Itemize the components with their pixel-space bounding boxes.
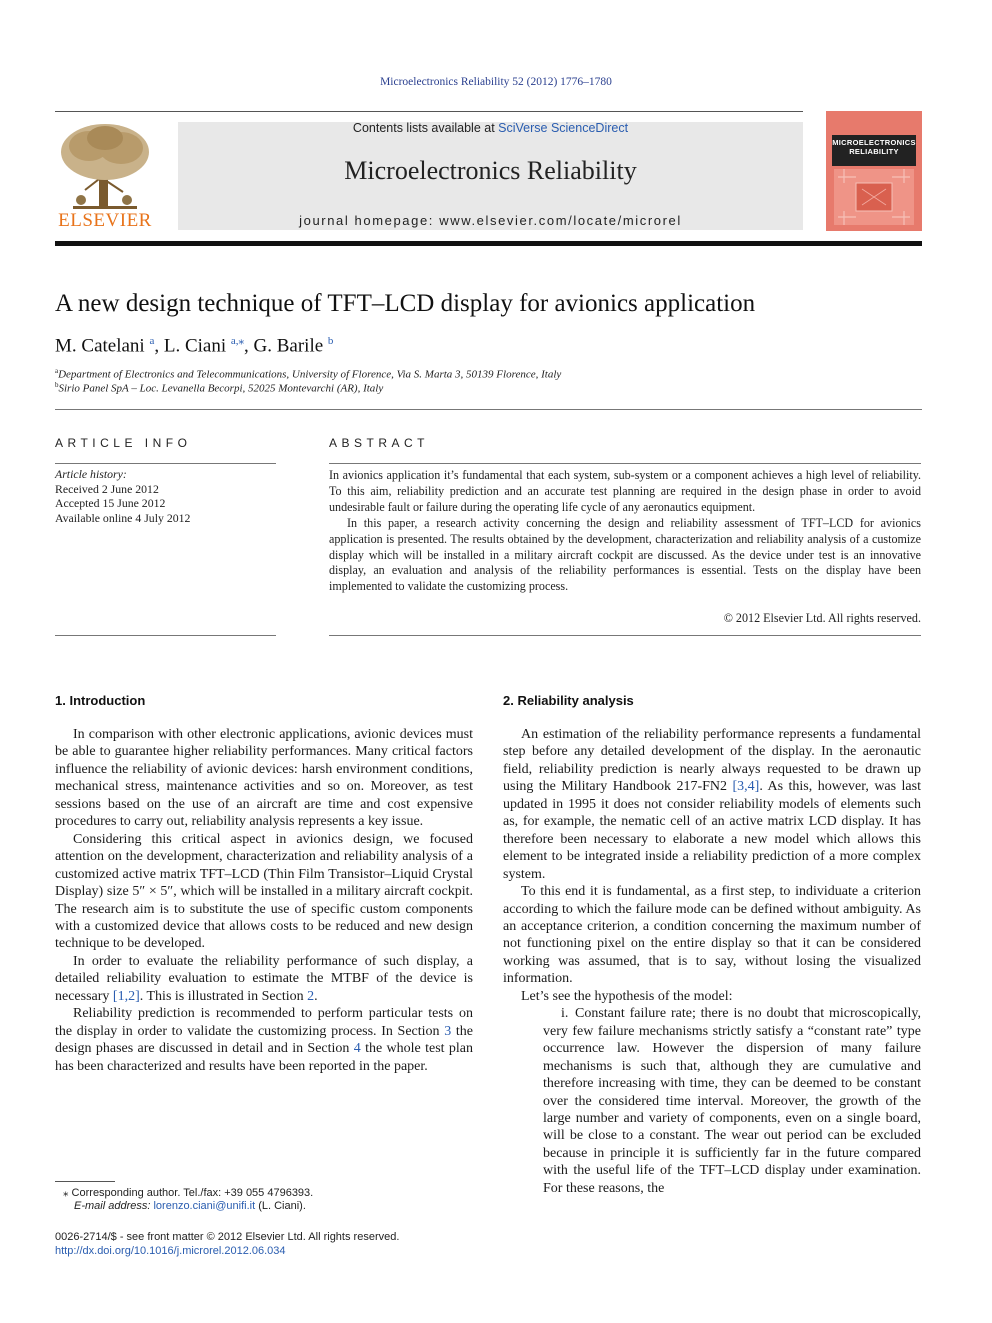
body-paragraph: To this end it is fundamental, as a first step, to individuate a criterion according to which the failure mode can be defined without ambiguity. As an acceptance criterion, a condition concerning the maximum number of not functioning pixel on the entire display so that it can be considered working was assumed, that is to say, without losing the visualized information. <box>503 884 921 987</box>
section-divider <box>55 409 922 410</box>
abstract-copyright: © 2012 Elsevier Ltd. All rights reserved. <box>723 611 921 625</box>
body-paragraph: An estimation of the reliability performance represents a fundamental step before any detailed development of the display. In the aeronautic field, reliability prediction is nearly always requested to be drawn up using the Military Handbook 217-FN2 [3,4]. As this, however, was last updated in 1995 it does not consider reliability models of elements such as, for example, the nematic cell of an active matrix LCD display. It has therefore been necessary to elaborate a new model which allows this element to be integrated inside a reliability prediction of a more complex system. <box>503 727 921 882</box>
abstract-paragraph: In avionics application it’s fundamental that each system, sub-system or a component achieves a high level of reliability. To this aim, reliability prediction and an accurate test planning are required in the design phase in order to avoid undesirable fault or failure during the operating life cycle of any aeronautics equipment. <box>329 468 921 514</box>
affiliation-text: Sirio Panel SpA – Loc. Levanella Becorpi, 52025 Montevarchi (AR), Italy <box>58 382 384 395</box>
list-item-text: Constant failure rate; there is no doubt that microscopically, very few failure mechanisms strictly satisfy a “constant rate” type occurrence law. However the dispersion of many failure mechanisms is such that, although they are cumulative and therefore increasing with time, they can be deemed to be constant over the considered time interval. Moreover, the growth of the large number and variety of components, even on a single board, will be close to a constant. The wear out period can be excluded because in principle it is sufficiently far in the future compared with the useful life of the TFT–LCD display under examination. For these reasons, the <box>543 1006 921 1196</box>
reference-link[interactable]: [3,4] <box>732 779 760 795</box>
author-name[interactable]: G. Barile <box>253 335 324 357</box>
article-info-rule <box>55 463 276 464</box>
section-link[interactable]: 2 <box>307 988 315 1004</box>
received-date: Received 2 June 2012 <box>55 481 159 496</box>
journal-homepage[interactable]: journal homepage: www.elsevier.com/locate/microrel <box>299 213 682 228</box>
journal-citation[interactable]: Microelectronics Reliability 52 (2012) 1776–1780 <box>380 76 612 88</box>
author-affiliation-marker[interactable]: a <box>149 335 155 347</box>
abstract-body <box>329 468 921 595</box>
article-info-label: ARTICLE INFO <box>55 436 192 450</box>
elsevier-logo[interactable] <box>55 120 155 232</box>
abstract-label: ABSTRACT <box>329 436 430 450</box>
body-paragraph: Considering this critical aspect in avionics design, we focused attention on the development, characterization and reliability analysis of a customized active matrix TFT–LCD (Thin Film Transistor–Liquid Crystal Display) size 5″ × 5″, which will be installed in a military aircraft cockpit. The research aim is to substitute the use of specific custom components with a customized device that allows costs to be reduced and new design technique to be developed. <box>55 831 473 952</box>
journal-cover-thumbnail[interactable] <box>826 111 922 231</box>
contents-prefix: Contents lists available at <box>352 121 499 135</box>
footnote-rule <box>55 1181 115 1182</box>
circuit-art-icon <box>834 169 914 225</box>
email-label: E-mail address: <box>74 1200 154 1212</box>
section-heading-reliability-analysis: 2. Reliability analysis <box>503 693 634 708</box>
elsevier-wordmark: ELSEVIER <box>58 210 152 231</box>
affiliation-marker: b <box>55 381 59 389</box>
author-affiliation-marker[interactable]: a,⁎ <box>230 335 245 347</box>
sciencedirect-link[interactable]: SciVerse ScienceDirect <box>498 121 629 135</box>
article-title: A new design technique of TFT–LCD display for avionics application <box>55 290 756 317</box>
abstract-rule <box>329 463 921 464</box>
abstract-paragraph: In this paper, a research activity concerning the design and reliability assessment of TFT–LCD for avionics application is presented. The results obtained by the development, characterization and reliability analysis of a customize display which will be installed in a military aircraft cockpit are discussed. As the device under test is an innovative display, an evaluation and analysis of the reliability performances is essential. Tests on the display have been implemented to validate the customizing process. <box>329 515 921 594</box>
article-info-bottom-rule <box>55 635 276 636</box>
email-note <box>74 1200 494 1212</box>
body-paragraph: In comparison with other electronic applications, avionic devices must be able to guarantee higher reliability performances. Many critical factors influence the reliability of avionic devices: harsh environment conditions, mechanical stress, maintenance activities and so on. Moreover, as test sessions based on the use of an aircraft are time and cost expensive procedures to carry out, reliability analysis represents a key issue. <box>55 727 473 830</box>
body-paragraph: In order to evaluate the reliability performance of such display, a detailed reliability evaluation to estimate the MTBF of the device is necessary [1,2]. This is illustrated in Section 2. <box>55 953 473 1004</box>
article-history <box>55 467 275 525</box>
journal-name: Microelectronics Reliability <box>344 156 637 185</box>
author-list: M. Catelani $^a$, L. Ciani $^{a,⁎}$, G. Barile $^b$ <box>55 335 334 357</box>
affiliation-b <box>55 381 935 395</box>
affiliation-a <box>55 367 935 381</box>
section-heading-introduction: 1. Introduction <box>55 693 146 708</box>
reference-link[interactable]: [1,2] <box>112 988 140 1004</box>
corresponding-author-note: ⁎ Corresponding author. Tel./fax: +39 055 4796393. <box>63 1187 314 1199</box>
list-item <box>503 1005 921 1197</box>
contents-line <box>178 121 803 135</box>
online-date: Available online 4 July 2012 <box>55 510 191 525</box>
author-name[interactable]: M. Catelani <box>55 335 145 357</box>
header-bold-rule <box>55 241 922 246</box>
author-name[interactable]: L. Ciani <box>163 335 227 357</box>
abstract-bottom-rule <box>329 635 921 636</box>
affiliation-text: Department of Electronics and Telecommunications, University of Florence, Via S. Marta 3, 50139 Florence, Italy <box>58 368 562 381</box>
introduction-body <box>55 726 473 1075</box>
email-link[interactable]: lorenzo.ciani@unifi.it <box>153 1200 256 1212</box>
affiliation-marker: a <box>55 367 59 375</box>
body-paragraph: Reliability prediction is recommended to perform particular tests on the display in order to validate the customizing process. In Section 3 the design phases are discussed in detail and in Section 4 the whole test plan has been characterized and results have been reported in the paper. <box>55 1006 473 1074</box>
history-title: Article history: <box>55 467 127 481</box>
section-link[interactable]: 3 <box>444 1023 452 1039</box>
doi-link[interactable]: http://dx.doi.org/10.1016/j.microrel.2012.06.034 <box>55 1245 286 1257</box>
author-affiliation-marker[interactable]: b <box>327 335 334 347</box>
header-rule <box>55 111 803 112</box>
reliability-analysis-body <box>503 726 921 1197</box>
issn-line: 0026-2714/$ - see front matter © 2012 Elsevier Ltd. All rights reserved. <box>55 1231 400 1243</box>
cover-title: MICROELECTRONICS RELIABILITY <box>832 135 916 166</box>
list-marker: i. <box>561 1006 569 1022</box>
email-suffix: (L. Ciani). <box>255 1200 306 1212</box>
body-paragraph: Let’s see the hypothesis of the model: <box>521 988 733 1004</box>
section-link[interactable]: 4 <box>353 1041 361 1057</box>
accepted-date: Accepted 15 June 2012 <box>55 496 166 510</box>
